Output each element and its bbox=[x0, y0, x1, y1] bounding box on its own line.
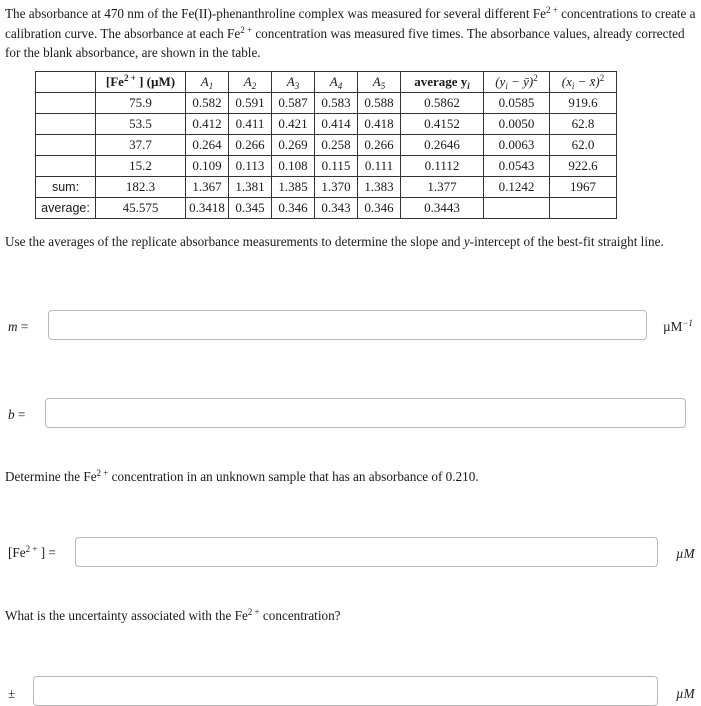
header-a5: $A_5$ bbox=[358, 72, 401, 93]
table-cell: 0.343 bbox=[315, 198, 358, 219]
table-cell: 0.418 bbox=[358, 114, 401, 135]
intercept-input[interactable] bbox=[45, 398, 686, 428]
table-row bbox=[36, 114, 617, 135]
table-cell: 0.111 bbox=[358, 156, 401, 177]
superscript: 2 + bbox=[545, 5, 558, 15]
table-cell: 0.5862 bbox=[401, 93, 484, 114]
table-cell: 0.108 bbox=[272, 156, 315, 177]
uncertainty-input[interactable] bbox=[33, 676, 658, 706]
question-uncertainty: What is the uncertainty associated with the $Fe^{2 +}$ concentration? bbox=[5, 607, 341, 623]
table-cell: 0.412 bbox=[186, 114, 229, 135]
header-x-deviation-squared: ($x_i$ − x̄)$^2$ bbox=[550, 72, 617, 93]
table-cell: 0.0543 bbox=[484, 156, 550, 177]
intro-text-3: concentration was measured five times. The absorbance values, already corrected for the blank absorbance, are shown in the table. bbox=[5, 25, 685, 60]
header-average: average $y_i$ bbox=[401, 72, 484, 93]
table-cell: 45.575 bbox=[96, 198, 186, 219]
table-cell: 0.115 bbox=[315, 156, 358, 177]
absorbance-table bbox=[35, 71, 617, 219]
table-cell: 1.385 bbox=[272, 177, 315, 198]
table-cell: 62.8 bbox=[550, 114, 617, 135]
table-cell: 0.0063 bbox=[484, 135, 550, 156]
table-cell: 53.5 bbox=[96, 114, 186, 135]
table-row bbox=[36, 135, 617, 156]
table-cell: 75.9 bbox=[96, 93, 186, 114]
table-cell: 0.345 bbox=[229, 198, 272, 219]
header-a1: $A_1$ bbox=[186, 72, 229, 93]
row-label bbox=[36, 135, 96, 156]
table-cell: 0.1242 bbox=[484, 177, 550, 198]
concentration-input[interactable] bbox=[75, 537, 658, 567]
table-cell: 15.2 bbox=[96, 156, 186, 177]
row-label: average: bbox=[36, 198, 96, 219]
table-cell: 919.6 bbox=[550, 93, 617, 114]
table-cell: 62.0 bbox=[550, 135, 617, 156]
table-cell: 0.113 bbox=[229, 156, 272, 177]
uncertainty-unit: µM bbox=[676, 686, 695, 701]
table-cell: 0.258 bbox=[315, 135, 358, 156]
concentration-label: [$Fe^{2 +}$ ] = bbox=[8, 544, 56, 560]
intro-text-1: The absorbance at 470 nm of the Fe(II)-phenanthroline complex was measured for several different Fe bbox=[5, 6, 546, 21]
table-cell: 922.6 bbox=[550, 156, 617, 177]
superscript: 2 + bbox=[240, 24, 253, 35]
table-cell: 0.266 bbox=[229, 135, 272, 156]
concentration-unit: µM bbox=[676, 546, 695, 561]
header-a3: $A_3$ bbox=[272, 72, 315, 93]
table-cell: 0.411 bbox=[229, 114, 272, 135]
table-row-average bbox=[36, 198, 617, 219]
question-unknown-concentration: Determine the $Fe^{2 +}$ concentration in an unknown sample that has an absorbance of 0.210. bbox=[5, 468, 479, 484]
table-cell: 1.381 bbox=[229, 177, 272, 198]
table-cell: 1.370 bbox=[315, 177, 358, 198]
row-label bbox=[36, 93, 96, 114]
table-cell: 37.7 bbox=[96, 135, 186, 156]
table-cell: 0.346 bbox=[358, 198, 401, 219]
table-cell: 0.583 bbox=[315, 93, 358, 114]
table-cell bbox=[550, 198, 617, 219]
table-cell: 0.587 bbox=[272, 93, 315, 114]
table-cell: 0.588 bbox=[358, 93, 401, 114]
problem-intro bbox=[5, 4, 697, 63]
header-a4: $A_4$ bbox=[315, 72, 358, 93]
header-y-deviation-squared: ($y_i$ − ȳ)$^2$ bbox=[484, 72, 550, 93]
table-cell: 1.367 bbox=[186, 177, 229, 198]
table-cell: 0.266 bbox=[358, 135, 401, 156]
slope-unit: µM$^{-1}$ bbox=[663, 318, 693, 334]
table-cell: 0.591 bbox=[229, 93, 272, 114]
intercept-label: b = bbox=[8, 407, 26, 422]
table-cell: 0.414 bbox=[315, 114, 358, 135]
table-cell: 1.383 bbox=[358, 177, 401, 198]
table-cell: 0.421 bbox=[272, 114, 315, 135]
header-a2: $A_2$ bbox=[229, 72, 272, 93]
table-cell: 0.2646 bbox=[401, 135, 484, 156]
header-blank bbox=[36, 72, 96, 93]
table-cell: 0.346 bbox=[272, 198, 315, 219]
header-concentration: [$Fe^{2 +}$ ] (µM) bbox=[96, 72, 186, 93]
row-label bbox=[36, 156, 96, 177]
question-slope-intercept: Use the averages of the replicate absorbance measurements to determine the slope and y-intercept of the best-fit straight line. bbox=[5, 234, 664, 249]
table-cell: 0.264 bbox=[186, 135, 229, 156]
table-cell: 0.0585 bbox=[484, 93, 550, 114]
table-cell: 182.3 bbox=[96, 177, 186, 198]
row-label: sum: bbox=[36, 177, 96, 198]
table-cell: 0.582 bbox=[186, 93, 229, 114]
table-cell: 0.269 bbox=[272, 135, 315, 156]
table-cell: 0.1112 bbox=[401, 156, 484, 177]
table-row bbox=[36, 156, 617, 177]
table-cell: 0.3418 bbox=[186, 198, 229, 219]
slope-label: m = bbox=[8, 319, 29, 334]
table-row-sum bbox=[36, 177, 617, 198]
slope-input[interactable] bbox=[48, 310, 647, 340]
table-header-row bbox=[36, 72, 617, 93]
table-cell: 1.377 bbox=[401, 177, 484, 198]
table-cell: 0.109 bbox=[186, 156, 229, 177]
row-label bbox=[36, 114, 96, 135]
table-cell: 1967 bbox=[550, 177, 617, 198]
table-cell: 0.3443 bbox=[401, 198, 484, 219]
intro-text-2: concentrations to create a calibration curve. The absorbance at each Fe bbox=[5, 6, 696, 41]
table-cell: 0.0050 bbox=[484, 114, 550, 135]
table-row bbox=[36, 93, 617, 114]
table-cell bbox=[484, 198, 550, 219]
plus-minus-label: ± bbox=[8, 686, 16, 701]
table-cell: 0.4152 bbox=[401, 114, 484, 135]
